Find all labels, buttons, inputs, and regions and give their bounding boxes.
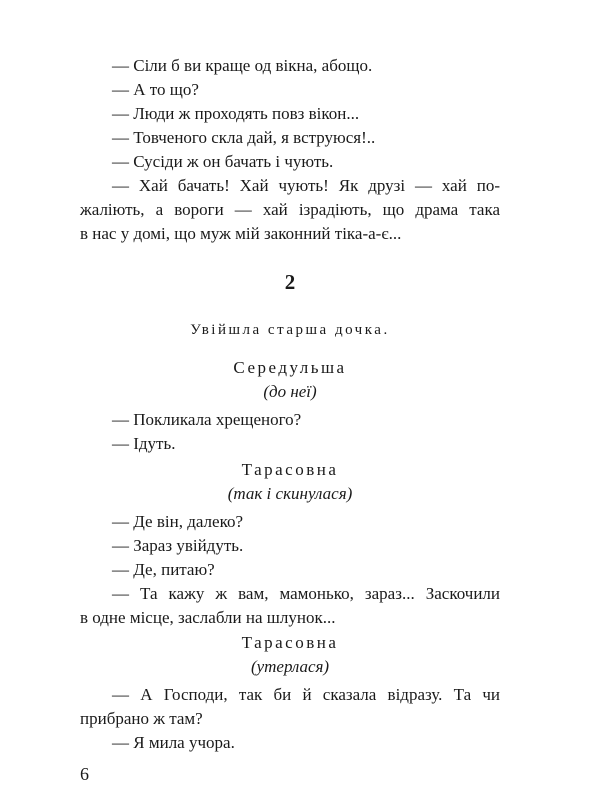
dialogue-line: — Ідуть. <box>112 434 176 453</box>
dialogue-line: — Зараз увійдуть. <box>112 536 244 555</box>
dialogue-line: — Покликала хрещеного? <box>112 410 302 429</box>
dialogue-line: — А то що? <box>112 80 199 99</box>
speaker-name: Середульша <box>233 358 347 377</box>
dialogue-line: — Де, питаю? <box>112 560 215 579</box>
speaker-remark: (так і скинулася) <box>227 484 353 503</box>
dialogue-line: — Сіли б ви краще од вікна, абощо. <box>112 56 373 75</box>
stage-direction: Увійшла старша дочка. <box>190 322 390 338</box>
dialogue-line: — Та кажу ж вам, мамонько, зараз... Заскочили <box>112 584 500 603</box>
dialogue-line: в нас у домі, що муж мій законний тіка-а-є... <box>80 224 402 243</box>
page-number: 6 <box>80 764 89 784</box>
speaker-remark: (до неї) <box>263 382 317 401</box>
section-number: 2 <box>284 270 296 294</box>
dialogue-line: — Сусіди ж он бачать і чують. <box>112 152 334 171</box>
dialogue-line: — Хай бачать! Хай чують! Як друзі — хай по- <box>112 176 500 195</box>
speaker-remark: (утерлася) <box>250 657 330 676</box>
dialogue-line: — Товченого скла дай, я вструюся!.. <box>112 128 376 147</box>
dialogue-line: прибрано ж там? <box>80 709 203 728</box>
speaker-name: Тарасовна <box>241 460 339 479</box>
dialogue-line: — Де він, далеко? <box>112 512 244 531</box>
dialogue-line: — Я мила учора. <box>112 733 235 752</box>
dialogue-line: в одне місце, заслабли на шлунок... <box>80 608 336 627</box>
dialogue-line: — А Господи, так би й сказала відразу. Та чи <box>112 685 500 704</box>
dialogue-line: — Люди ж проходять повз вікон... <box>112 104 360 123</box>
speaker-name: Тарасовна <box>241 633 339 652</box>
dialogue-line: жаліють, а вороги — хай ізрадіють, що драма така <box>80 200 500 219</box>
